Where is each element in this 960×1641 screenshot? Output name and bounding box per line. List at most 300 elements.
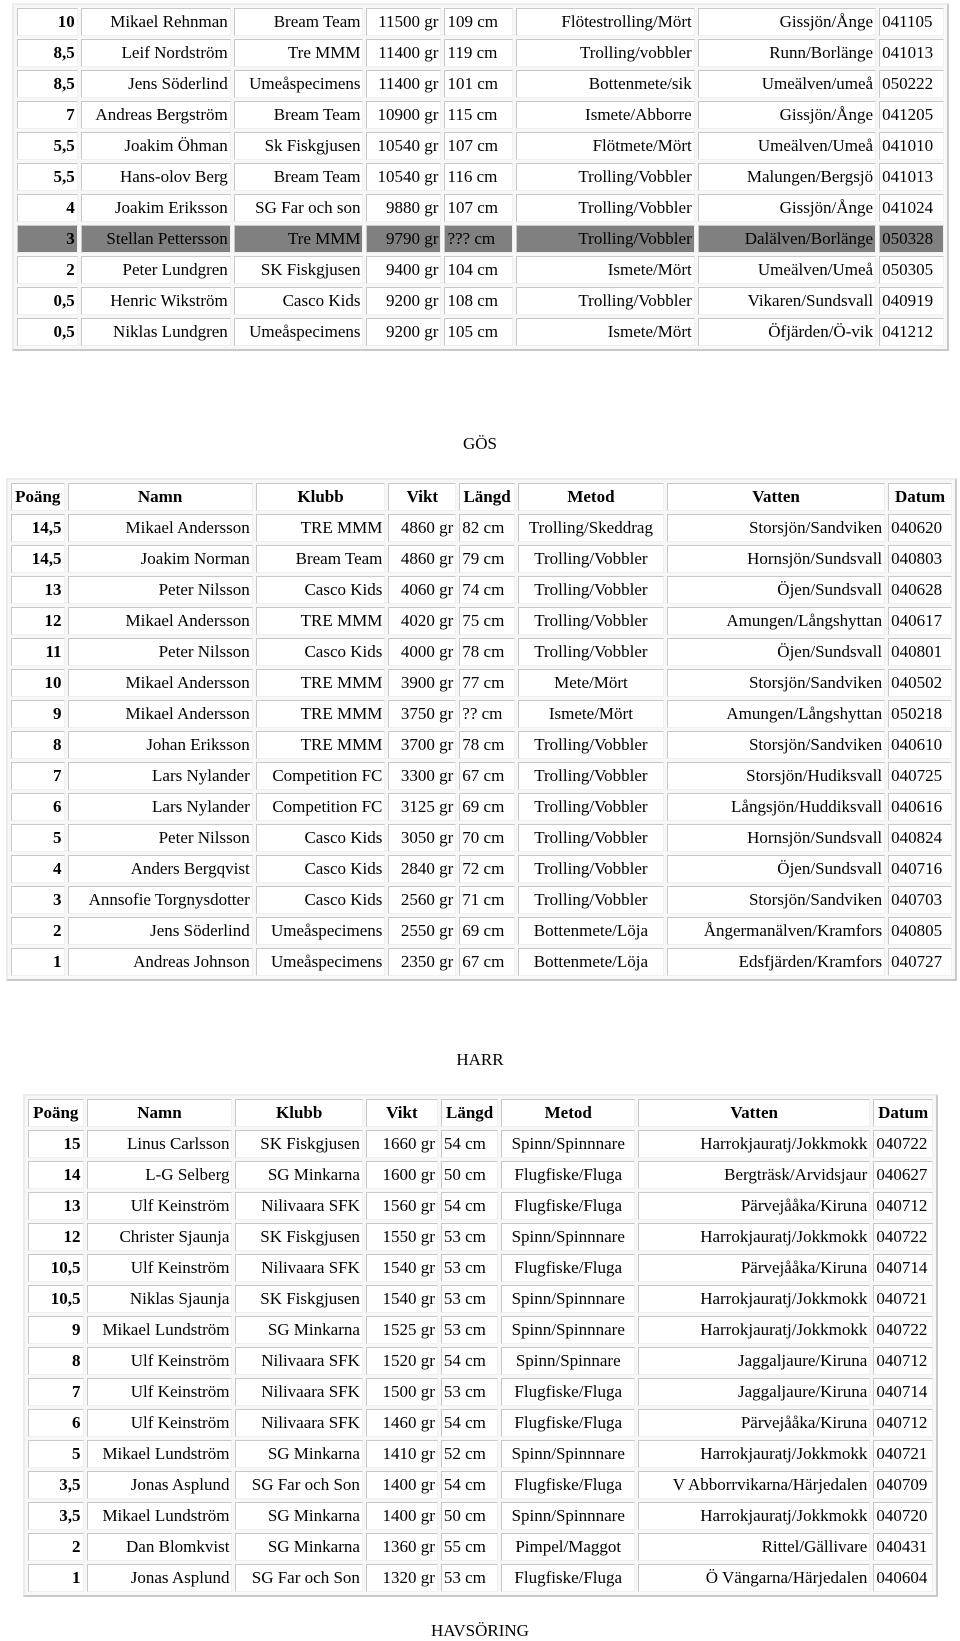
- cell-date: 040727: [888, 948, 952, 976]
- table-row: [28, 1130, 933, 1158]
- cell-length: ??? cm: [444, 225, 513, 253]
- cell-length: 69 cm: [459, 793, 515, 821]
- cell-date: 041212: [879, 318, 944, 346]
- cell-date: 040714: [873, 1378, 933, 1406]
- cell-date: 040712: [873, 1347, 933, 1375]
- column-header-length: Längd: [441, 1099, 499, 1127]
- cell-club: SG Minkarna: [235, 1533, 362, 1561]
- table-row: [17, 256, 944, 284]
- column-header-water: Vatten: [667, 483, 885, 511]
- cell-date: 040709: [873, 1471, 933, 1499]
- cell-name: Joakim Öhman: [81, 132, 231, 160]
- cell-weight: 1540 gr: [366, 1254, 438, 1282]
- cell-method: Ismete/Mört: [518, 700, 664, 728]
- cell-points: 1: [28, 1564, 84, 1592]
- cell-date: 040722: [873, 1130, 933, 1158]
- cell-club: SG Far och son: [234, 194, 364, 222]
- cell-club: Nilivaara SFK: [235, 1409, 362, 1437]
- cell-method: Trolling/Vobbler: [518, 545, 664, 573]
- cell-weight: 2560 gr: [388, 886, 456, 914]
- table-row: [17, 39, 944, 67]
- cell-points: 4: [17, 194, 78, 222]
- cell-method: Spinn/Spinnnare: [501, 1223, 635, 1251]
- table-body: [11, 514, 952, 976]
- cell-points: 3: [17, 225, 78, 253]
- cell-length: 119 cm: [444, 39, 513, 67]
- cell-method: Ismete/Abborre: [516, 101, 694, 129]
- cell-club: TRE MMM: [256, 700, 386, 728]
- cell-points: 3,5: [28, 1502, 84, 1530]
- cell-length: 55 cm: [441, 1533, 499, 1561]
- table-row: [17, 225, 944, 253]
- cell-name: Jens Söderlind: [81, 70, 231, 98]
- cell-date: 050328: [879, 225, 944, 253]
- cell-water: Harrokjauratj/Jokkmokk: [638, 1223, 870, 1251]
- table-row: [17, 287, 944, 315]
- cell-length: 77 cm: [459, 669, 515, 697]
- cell-weight: 1320 gr: [366, 1564, 438, 1592]
- cell-weight: 4060 gr: [388, 576, 456, 604]
- table-row: [28, 1409, 933, 1437]
- table-row: [17, 70, 944, 98]
- cell-method: Trolling/Vobbler: [516, 163, 694, 191]
- cell-weight: 1525 gr: [366, 1316, 438, 1344]
- cell-method: Bottenmete/Löja: [518, 917, 664, 945]
- cell-length: 53 cm: [441, 1223, 499, 1251]
- cell-points: 7: [11, 762, 65, 790]
- cell-club: Casco Kids: [256, 576, 386, 604]
- table-row: [28, 1502, 933, 1530]
- cell-points: 10: [17, 8, 78, 36]
- cell-length: 67 cm: [459, 948, 515, 976]
- table-row: [11, 514, 952, 542]
- cell-water: V Abborrvikarna/Härjedalen: [638, 1471, 870, 1499]
- cell-club: TRE MMM: [256, 669, 386, 697]
- table-row: [11, 700, 952, 728]
- cell-water: Hornsjön/Sundsvall: [667, 824, 885, 852]
- cell-name: Mikael Lundström: [87, 1502, 233, 1530]
- ranking-table-harr: [23, 1094, 938, 1597]
- cell-date: 040431: [873, 1533, 933, 1561]
- cell-club: SG Far och Son: [235, 1471, 362, 1499]
- cell-club: SK Fiskgjusen: [235, 1130, 362, 1158]
- cell-method: Spinn/Spinnnare: [501, 1440, 635, 1468]
- cell-length: 101 cm: [444, 70, 513, 98]
- cell-length: 69 cm: [459, 917, 515, 945]
- cell-water: Amungen/Långshyttan: [667, 700, 885, 728]
- cell-length: 108 cm: [444, 287, 513, 315]
- cell-method: Flugfiske/Fluga: [501, 1161, 635, 1189]
- cell-name: Stellan Pettersson: [81, 225, 231, 253]
- cell-club: Casco Kids: [256, 824, 386, 852]
- cell-club: Casco Kids: [256, 886, 386, 914]
- cell-method: Trolling/Skeddrag: [518, 514, 664, 542]
- cell-water: Umeälven/Umeå: [698, 132, 876, 160]
- cell-method: Trolling/Vobbler: [518, 638, 664, 666]
- cell-name: Hans-olov Berg: [81, 163, 231, 191]
- cell-points: 7: [17, 101, 78, 129]
- cell-club: TRE MMM: [256, 731, 386, 759]
- cell-points: 9: [11, 700, 65, 728]
- cell-points: 2: [28, 1533, 84, 1561]
- cell-date: 040616: [888, 793, 952, 821]
- cell-water: Hornsjön/Sundsvall: [667, 545, 885, 573]
- cell-weight: 1400 gr: [366, 1502, 438, 1530]
- cell-water: Edsfjärden/Kramfors: [667, 948, 885, 976]
- cell-points: 2: [17, 256, 78, 284]
- cell-points: 5: [11, 824, 65, 852]
- cell-date: 040721: [873, 1285, 933, 1313]
- cell-method: Flötestrolling/Mört: [516, 8, 694, 36]
- cell-points: 13: [11, 576, 65, 604]
- cell-name: Peter Nilsson: [68, 576, 253, 604]
- cell-name: Mikael Lundström: [87, 1316, 233, 1344]
- cell-date: 040722: [873, 1316, 933, 1344]
- cell-club: SK Fiskgjusen: [235, 1223, 362, 1251]
- cell-weight: 3050 gr: [388, 824, 456, 852]
- table-row: [17, 8, 944, 36]
- cell-name: Mikael Andersson: [68, 514, 253, 542]
- cell-method: Trolling/Vobbler: [518, 793, 664, 821]
- cell-water: Storsjön/Hudiksvall: [667, 762, 885, 790]
- cell-points: 13: [28, 1192, 84, 1220]
- cell-name: Linus Carlsson: [87, 1130, 233, 1158]
- cell-name: Henric Wikström: [81, 287, 231, 315]
- cell-points: 12: [11, 607, 65, 635]
- table-row: [28, 1192, 933, 1220]
- cell-method: Spinn/Spinnnare: [501, 1502, 635, 1530]
- cell-points: 11: [11, 638, 65, 666]
- table-row: [11, 886, 952, 914]
- cell-name: Lars Nylander: [68, 793, 253, 821]
- cell-method: Trolling/Vobbler: [516, 225, 694, 253]
- cell-method: Trolling/Vobbler: [518, 576, 664, 604]
- cell-club: Sk Fiskgjusen: [234, 132, 364, 160]
- cell-weight: 2550 gr: [388, 917, 456, 945]
- cell-method: Spinn/Spinnnare: [501, 1130, 635, 1158]
- cell-date: 040725: [888, 762, 952, 790]
- cell-club: Bream Team: [256, 545, 386, 573]
- cell-water: Gissjön/Ånge: [698, 194, 876, 222]
- cell-method: Flugfiske/Fluga: [501, 1192, 635, 1220]
- cell-weight: 1360 gr: [366, 1533, 438, 1561]
- cell-weight: 9200 gr: [366, 287, 441, 315]
- column-header-club: Klubb: [256, 483, 386, 511]
- cell-method: Pimpel/Maggot: [501, 1533, 635, 1561]
- cell-weight: 2350 gr: [388, 948, 456, 976]
- column-header-points: Poäng: [11, 483, 65, 511]
- cell-club: SG Minkarna: [235, 1440, 362, 1468]
- cell-name: L-G Selberg: [87, 1161, 233, 1189]
- cell-date: 050222: [879, 70, 944, 98]
- cell-length: 72 cm: [459, 855, 515, 883]
- section-title-gos: GÖS: [462, 434, 497, 453]
- cell-method: Spinn/Spinnnare: [501, 1285, 635, 1313]
- cell-method: Ismete/Mört: [516, 318, 694, 346]
- cell-date: 040805: [888, 917, 952, 945]
- table-row: [28, 1223, 933, 1251]
- cell-name: Niklas Lundgren: [81, 318, 231, 346]
- table-row: [11, 576, 952, 604]
- cell-name: Jonas Asplund: [87, 1564, 233, 1592]
- cell-date: 041024: [879, 194, 944, 222]
- cell-water: Storsjön/Sandviken: [667, 669, 885, 697]
- cell-length: 54 cm: [441, 1409, 499, 1437]
- table-body: [17, 8, 944, 346]
- cell-name: Christer Sjaunja: [87, 1223, 233, 1251]
- cell-water: Öjen/Sundsvall: [667, 855, 885, 883]
- table-row: [11, 669, 952, 697]
- cell-points: 0,5: [17, 318, 78, 346]
- cell-method: Trolling/Vobbler: [518, 762, 664, 790]
- cell-length: 75 cm: [459, 607, 515, 635]
- cell-points: 0,5: [17, 287, 78, 315]
- cell-club: Umeåspecimens: [256, 948, 386, 976]
- cell-length: 116 cm: [444, 163, 513, 191]
- cell-date: 040620: [888, 514, 952, 542]
- cell-date: 040721: [873, 1440, 933, 1468]
- cell-length: 107 cm: [444, 194, 513, 222]
- cell-water: Pärvejååka/Kiruna: [638, 1254, 870, 1282]
- cell-water: Öfjärden/Ö-vik: [698, 318, 876, 346]
- cell-club: Tre MMM: [234, 39, 364, 67]
- table-row: [28, 1378, 933, 1406]
- cell-water: Jaggaljaure/Kiruna: [638, 1378, 870, 1406]
- cell-length: 78 cm: [459, 638, 515, 666]
- cell-name: Andreas Bergström: [81, 101, 231, 129]
- cell-points: 10,5: [28, 1285, 84, 1313]
- cell-points: 10: [11, 669, 65, 697]
- cell-weight: 4000 gr: [388, 638, 456, 666]
- cell-club: SG Minkarna: [235, 1502, 362, 1530]
- cell-method: Flugfiske/Fluga: [501, 1378, 635, 1406]
- cell-date: 040627: [873, 1161, 933, 1189]
- cell-points: 3: [11, 886, 65, 914]
- cell-points: 3,5: [28, 1471, 84, 1499]
- column-header-method: Metod: [501, 1099, 635, 1127]
- cell-method: Trolling/Vobbler: [516, 287, 694, 315]
- cell-points: 5,5: [17, 132, 78, 160]
- table-row: [11, 948, 952, 976]
- cell-date: 040712: [873, 1409, 933, 1437]
- table-row: [28, 1285, 933, 1313]
- cell-length: 104 cm: [444, 256, 513, 284]
- cell-water: Umeälven/umeå: [698, 70, 876, 98]
- cell-length: 70 cm: [459, 824, 515, 852]
- cell-length: 50 cm: [441, 1161, 499, 1189]
- cell-points: 9: [28, 1316, 84, 1344]
- cell-water: Bergträsk/Arvidsjaur: [638, 1161, 870, 1189]
- cell-club: Umeåspecimens: [234, 70, 364, 98]
- cell-weight: 1500 gr: [366, 1378, 438, 1406]
- cell-length: 78 cm: [459, 731, 515, 759]
- cell-weight: 1600 gr: [366, 1161, 438, 1189]
- cell-club: Tre MMM: [234, 225, 364, 253]
- cell-date: 040628: [888, 576, 952, 604]
- cell-club: Casco Kids: [256, 638, 386, 666]
- cell-name: Jens Söderlind: [68, 917, 253, 945]
- cell-date: 050218: [888, 700, 952, 728]
- cell-method: Flötmete/Mört: [516, 132, 694, 160]
- cell-name: Mikael Andersson: [68, 700, 253, 728]
- cell-date: 040720: [873, 1502, 933, 1530]
- cell-method: Trolling/Vobbler: [516, 194, 694, 222]
- column-header-date: Datum: [888, 483, 952, 511]
- cell-length: 53 cm: [441, 1316, 499, 1344]
- cell-points: 12: [28, 1223, 84, 1251]
- cell-name: Leif Nordström: [81, 39, 231, 67]
- cell-weight: 1550 gr: [366, 1223, 438, 1251]
- cell-name: Annsofie Torgnysdotter: [68, 886, 253, 914]
- table-row: [11, 824, 952, 852]
- cell-water: Rittel/Gällivare: [638, 1533, 870, 1561]
- column-header-club: Klubb: [235, 1099, 362, 1127]
- cell-date: 041105: [879, 8, 944, 36]
- column-header-weight: Vikt: [388, 483, 456, 511]
- cell-weight: 9790 gr: [366, 225, 441, 253]
- table-row: [28, 1161, 933, 1189]
- cell-points: 10,5: [28, 1254, 84, 1282]
- cell-name: Joakim Eriksson: [81, 194, 231, 222]
- cell-water: Umeälven/Umeå: [698, 256, 876, 284]
- cell-weight: 1560 gr: [366, 1192, 438, 1220]
- cell-name: Mikael Andersson: [68, 607, 253, 635]
- cell-water: Storsjön/Sandviken: [667, 731, 885, 759]
- cell-date: 040716: [888, 855, 952, 883]
- cell-club: Bream Team: [234, 101, 364, 129]
- cell-name: Ulf Keinström: [87, 1192, 233, 1220]
- table-row: [28, 1316, 933, 1344]
- cell-weight: 3750 gr: [388, 700, 456, 728]
- cell-date: 040610: [888, 731, 952, 759]
- cell-club: Competition FC: [256, 793, 386, 821]
- cell-length: 107 cm: [444, 132, 513, 160]
- cell-club: Nilivaara SFK: [235, 1347, 362, 1375]
- cell-water: Storsjön/Sandviken: [667, 886, 885, 914]
- column-header-length: Längd: [459, 483, 515, 511]
- cell-weight: 9400 gr: [366, 256, 441, 284]
- cell-method: Trolling/Vobbler: [518, 824, 664, 852]
- cell-club: SK Fiskgjusen: [234, 256, 364, 284]
- table-header: [28, 1099, 933, 1127]
- column-header-weight: Vikt: [366, 1099, 438, 1127]
- cell-date: 040824: [888, 824, 952, 852]
- table-row: [11, 638, 952, 666]
- cell-weight: 1660 gr: [366, 1130, 438, 1158]
- table-row: [28, 1564, 933, 1592]
- table-row: [17, 101, 944, 129]
- cell-water: Gissjön/Ånge: [698, 8, 876, 36]
- cell-name: Ulf Keinström: [87, 1254, 233, 1282]
- cell-weight: 3300 gr: [388, 762, 456, 790]
- cell-points: 8,5: [17, 70, 78, 98]
- cell-weight: 4860 gr: [388, 514, 456, 542]
- cell-method: Trolling/Vobbler: [518, 855, 664, 883]
- cell-water: Harrokjauratj/Jokkmokk: [638, 1316, 870, 1344]
- cell-points: 14: [28, 1161, 84, 1189]
- cell-points: 8,5: [17, 39, 78, 67]
- cell-water: Harrokjauratj/Jokkmokk: [638, 1502, 870, 1530]
- table-row: [11, 762, 952, 790]
- cell-club: SG Minkarna: [235, 1161, 362, 1189]
- cell-method: Trolling/Vobbler: [518, 886, 664, 914]
- table-row: [17, 132, 944, 160]
- cell-date: 040801: [888, 638, 952, 666]
- cell-club: Casco Kids: [256, 855, 386, 883]
- cell-points: 6: [28, 1409, 84, 1437]
- cell-club: TRE MMM: [256, 514, 386, 542]
- table-row: [17, 163, 944, 191]
- cell-length: 53 cm: [441, 1285, 499, 1313]
- cell-name: Ulf Keinström: [87, 1409, 233, 1437]
- cell-name: Johan Eriksson: [68, 731, 253, 759]
- cell-method: Spinn/Spinnare: [501, 1347, 635, 1375]
- cell-name: Peter Nilsson: [68, 638, 253, 666]
- cell-water: Dalälven/Borlänge: [698, 225, 876, 253]
- cell-club: Bream Team: [234, 163, 364, 191]
- cell-club: SK Fiskgjusen: [235, 1285, 362, 1313]
- cell-points: 2: [11, 917, 65, 945]
- cell-name: Peter Nilsson: [68, 824, 253, 852]
- cell-name: Mikael Andersson: [68, 669, 253, 697]
- cell-weight: 2840 gr: [388, 855, 456, 883]
- cell-length: 71 cm: [459, 886, 515, 914]
- cell-weight: 3700 gr: [388, 731, 456, 759]
- cell-length: 50 cm: [441, 1502, 499, 1530]
- cell-name: Ulf Keinström: [87, 1347, 233, 1375]
- cell-date: 040722: [873, 1223, 933, 1251]
- cell-points: 5: [28, 1440, 84, 1468]
- table-row: [17, 318, 944, 346]
- cell-water: Storsjön/Sandviken: [667, 514, 885, 542]
- cell-date: 041205: [879, 101, 944, 129]
- cell-club: Nilivaara SFK: [235, 1378, 362, 1406]
- ranking-table-1: [12, 3, 949, 351]
- cell-length: 67 cm: [459, 762, 515, 790]
- cell-length: 52 cm: [441, 1440, 499, 1468]
- table-header: [11, 483, 952, 511]
- table-row: [17, 194, 944, 222]
- column-header-date: Datum: [873, 1099, 933, 1127]
- cell-length: 54 cm: [441, 1471, 499, 1499]
- cell-points: 14,5: [11, 514, 65, 542]
- cell-water: Ångermanälven/Kramfors: [667, 917, 885, 945]
- cell-club: Umeåspecimens: [234, 318, 364, 346]
- cell-water: Pärvejååka/Kiruna: [638, 1409, 870, 1437]
- table-body: [28, 1130, 933, 1592]
- cell-water: Runn/Borlänge: [698, 39, 876, 67]
- cell-date: 040712: [873, 1192, 933, 1220]
- cell-date: 041013: [879, 39, 944, 67]
- cell-weight: 1540 gr: [366, 1285, 438, 1313]
- cell-name: Joakim Norman: [68, 545, 253, 573]
- cell-name: Mikael Rehnman: [81, 8, 231, 36]
- cell-name: Dan Blomkvist: [87, 1533, 233, 1561]
- cell-club: Nilivaara SFK: [235, 1254, 362, 1282]
- cell-weight: 10900 gr: [366, 101, 441, 129]
- column-header-name: Namn: [87, 1099, 233, 1127]
- table-row: [11, 731, 952, 759]
- cell-water: Malungen/Bergsjö: [698, 163, 876, 191]
- table-row: [11, 793, 952, 821]
- cell-weight: 9880 gr: [366, 194, 441, 222]
- cell-name: Ulf Keinström: [87, 1378, 233, 1406]
- column-header-points: Poäng: [28, 1099, 84, 1127]
- cell-length: 53 cm: [441, 1564, 499, 1592]
- cell-method: Trolling/vobbler: [516, 39, 694, 67]
- cell-points: 4: [11, 855, 65, 883]
- cell-water: Vikaren/Sundsvall: [698, 287, 876, 315]
